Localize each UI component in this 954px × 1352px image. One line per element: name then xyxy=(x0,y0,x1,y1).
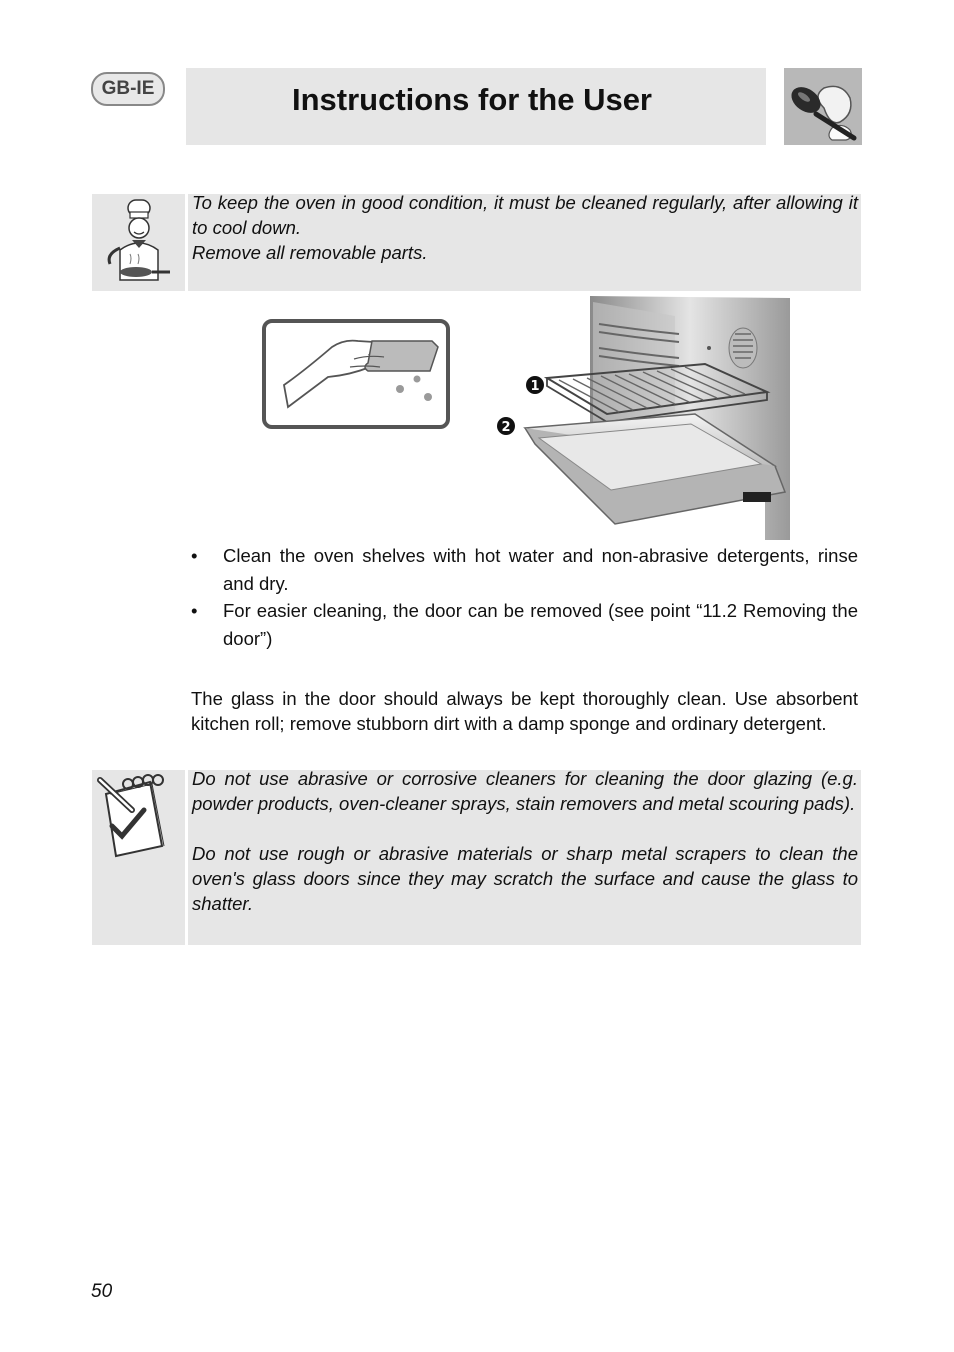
glass-cleaning-paragraph: The glass in the door should always be kept thoroughly clean. Use absorbent kitchen roll; remove stubborn dirt with a damp sponge and ordinary detergent. xyxy=(191,688,858,734)
notepad-icon-cell xyxy=(92,770,185,945)
hand-wiping-surface-icon xyxy=(262,319,450,429)
warning-paragraph: Do not use rough or abrasive materials or sharp metal scrapers to clean the oven's glass doors since they may scratch the surface and cause the glass to shatter. xyxy=(192,843,858,914)
chef-cooking-icon xyxy=(92,194,185,291)
list-item: • For easier cleaning, the door can be removed (see point “11.2 Removing the door”) xyxy=(191,597,858,652)
warning-paragraph: Do not use abrasive or corrosive cleaners for cleaning the door glazing (e.g. powder products, oven-cleaner sprays, stain removers and metal scouring pads). xyxy=(192,768,858,814)
intro-note-line: To keep the oven in good condition, it must be cleaned regularly, after allowing it to cool down. xyxy=(192,192,858,238)
cleaning-bullet-list xyxy=(191,542,858,652)
page-title: Instructions for the User xyxy=(292,82,652,117)
chef-icon-cell xyxy=(92,194,185,291)
language-badge: GB-IE xyxy=(91,72,165,106)
callout-2: 2 xyxy=(501,420,511,435)
callout-1: 1 xyxy=(530,379,540,394)
list-item: • Clean the oven shelves with hot water and non-abrasive detergents, rinse and dry. xyxy=(191,542,858,597)
notepad-checkmark-icon xyxy=(92,770,185,860)
warning-note-text xyxy=(192,766,858,916)
page-number: 50 xyxy=(91,1281,113,1302)
oven-cavity-icon xyxy=(495,296,793,542)
intro-note-text xyxy=(192,190,858,265)
intro-note-line: Remove all removable parts. xyxy=(192,242,428,263)
spoon-chef-hat-icon xyxy=(784,68,862,145)
